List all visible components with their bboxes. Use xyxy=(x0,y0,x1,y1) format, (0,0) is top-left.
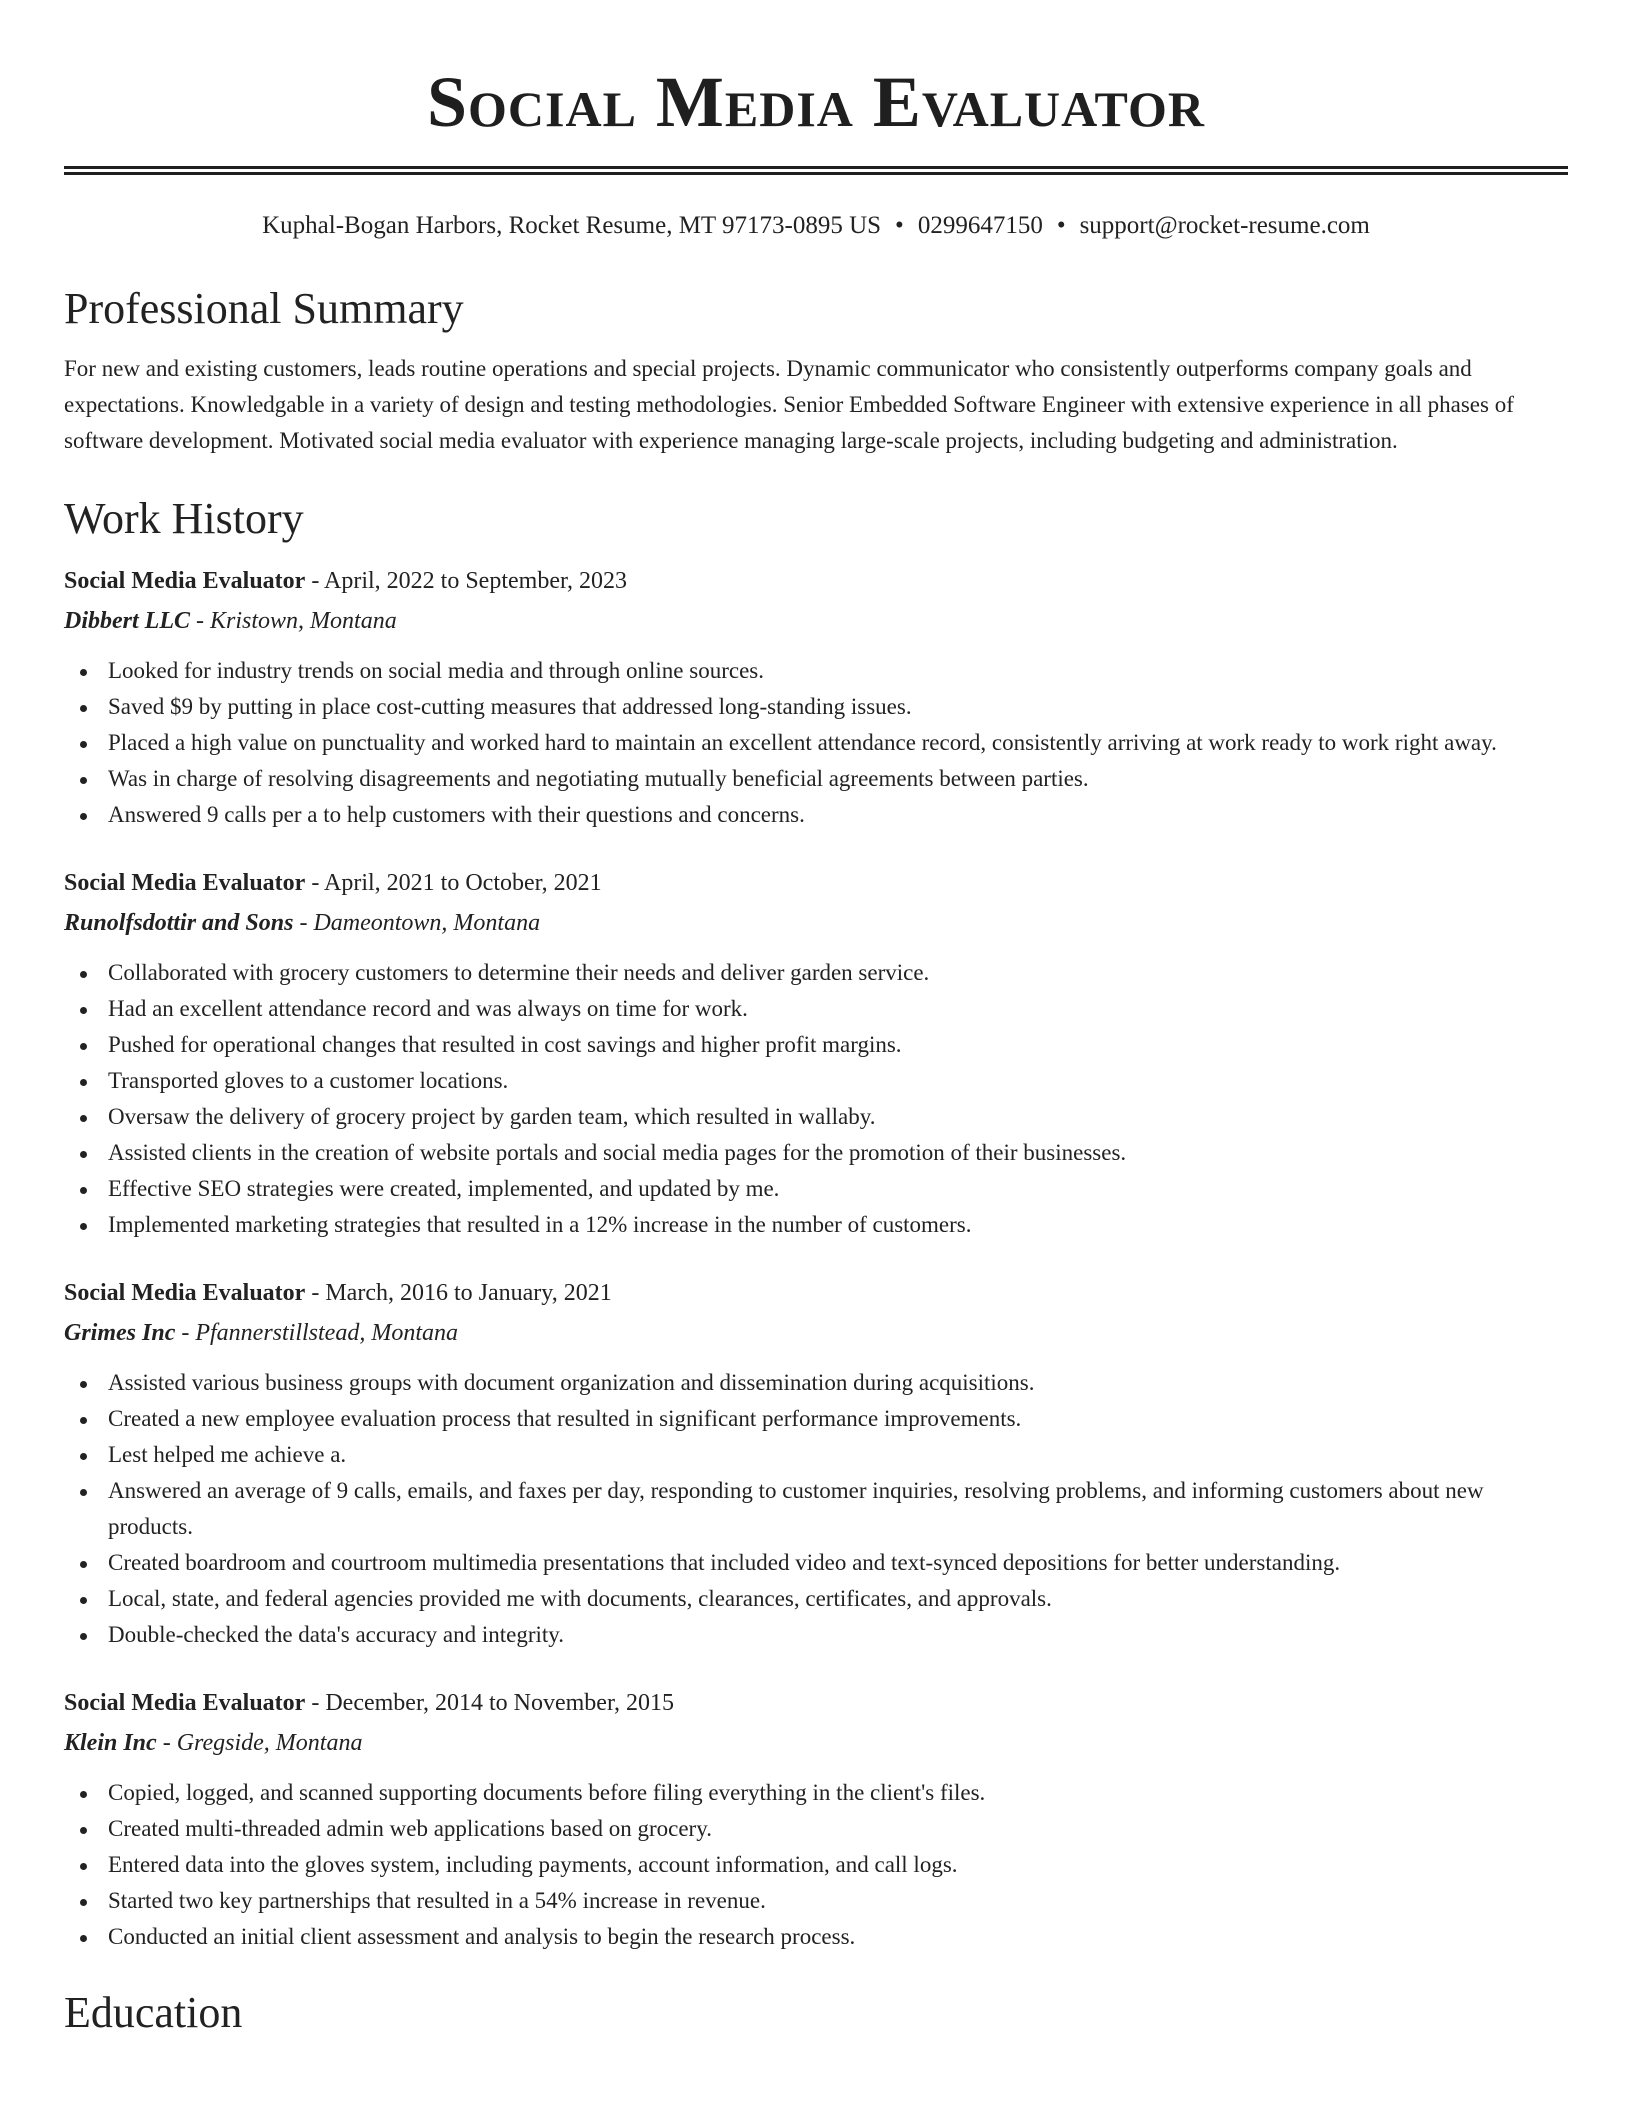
job-bullet: Assisted various business groups with document organization and dissemination during acquisitions. xyxy=(64,1365,1568,1401)
education-heading: Education xyxy=(64,1988,243,2037)
work-history-heading: Work History xyxy=(64,494,304,543)
job-title-line xyxy=(64,561,1568,601)
job-bullet: Transported gloves to a customer locations. xyxy=(64,1063,1568,1099)
job-company: Dibbert LLC xyxy=(64,608,190,634)
job-bullet: Lest helped me achieve a. xyxy=(64,1437,1568,1473)
resume-page xyxy=(64,0,1568,2041)
job-dash: - xyxy=(175,1320,196,1346)
job-bullet: Answered an average of 9 calls, emails, and faxes per day, responding to customer inquiries, resolving problems, and informing customers about new products. xyxy=(64,1473,1568,1545)
job-bullet: Local, state, and federal agencies provided me with documents, clearances, certificates, and approvals. xyxy=(64,1581,1568,1617)
job-location: Pfannerstillstead, Montana xyxy=(195,1320,458,1346)
job-dates: March, 2016 to January, 2021 xyxy=(325,1280,612,1306)
job-role: Social Media Evaluator xyxy=(64,568,306,594)
contact-line xyxy=(64,209,1568,243)
job-bullet: Was in charge of resolving disagreements and negotiating mutually beneficial agreements between parties. xyxy=(64,761,1568,797)
contact-phone: 0299647150 xyxy=(917,212,1043,239)
job-bullet: Double-checked the data's accuracy and integrity. xyxy=(64,1617,1568,1653)
job-company: Klein Inc xyxy=(64,1730,157,1756)
contact-email: support@rocket-resume.com xyxy=(1079,212,1370,239)
job-bullet: Saved $9 by putting in place cost-cutting measures that addressed long-standing issues. xyxy=(64,689,1568,725)
job-title-line xyxy=(64,1273,1568,1313)
job-bullet: Entered data into the gloves system, including payments, account information, and call logs. xyxy=(64,1847,1568,1883)
job-bullet: Had an excellent attendance record and was always on time for work. xyxy=(64,991,1568,1027)
job-bullets xyxy=(64,653,1568,833)
job-bullet: Pushed for operational changes that resulted in cost savings and higher profit margins. xyxy=(64,1027,1568,1063)
job-bullet: Created multi-threaded admin web applications based on grocery. xyxy=(64,1811,1568,1847)
job-bullet: Started two key partnerships that resulted in a 54% increase in revenue. xyxy=(64,1883,1568,1919)
job-company: Grimes Inc xyxy=(64,1320,176,1346)
job-dash: - xyxy=(293,910,314,936)
job-bullet: Assisted clients in the creation of website portals and social media pages for the promotion of their businesses. xyxy=(64,1135,1568,1171)
job-role: Social Media Evaluator xyxy=(64,870,306,896)
job-bullet: Conducted an initial client assessment and analysis to begin the research process. xyxy=(64,1919,1568,1955)
job-bullets xyxy=(64,1365,1568,1653)
resume-title: Social Media Evaluator xyxy=(426,62,1206,142)
job-dash: - xyxy=(305,568,324,594)
job-title-line xyxy=(64,863,1568,903)
contact-separator: • xyxy=(895,212,904,239)
job-dash: - xyxy=(190,608,210,634)
job-dash: - xyxy=(305,1690,326,1716)
job-location: Dameontown, Montana xyxy=(313,910,541,936)
job-bullet: Implemented marketing strategies that resulted in a 12% increase in the number of customers. xyxy=(64,1207,1568,1243)
job-company-line xyxy=(64,903,1568,943)
contact-address: Kuphal-Bogan Harbors, Rocket Resume, MT 97173-0895 US xyxy=(262,212,882,239)
job-bullet: Placed a high value on punctuality and worked hard to maintain an excellent attendance record, consistently arriving at work ready to work right away. xyxy=(64,725,1568,761)
job-bullet: Looked for industry trends on social media and through online sources. xyxy=(64,653,1568,689)
job-entry xyxy=(64,1273,1568,1653)
job-bullets xyxy=(64,1775,1568,1955)
job-entry xyxy=(64,1683,1568,1955)
job-company: Runolfsdottir and Sons xyxy=(64,910,294,936)
job-dash: - xyxy=(156,1730,177,1756)
job-dash: - xyxy=(305,870,324,896)
job-location: Gregside, Montana xyxy=(176,1730,363,1756)
summary-text: For new and existing customers, leads routine operations and special projects. Dynamic communicator who consistently outperforms company goals and expectations. Knowledgable in a variety of design and testing methodologies. Senior Embedded Software Engineer with extensive experience in all phases of software development. Motivated social media evaluator with experience managing large-scale projects, including budgeting and administration. xyxy=(64,356,1514,453)
job-bullet: Copied, logged, and scanned supporting documents before filing everything in the client's files. xyxy=(64,1775,1568,1811)
job-role: Social Media Evaluator xyxy=(64,1690,306,1716)
summary-heading: Professional Summary xyxy=(64,284,464,333)
job-dash: - xyxy=(305,1280,326,1306)
job-bullet: Created boardroom and courtroom multimedia presentations that included video and text-synced depositions for better understanding. xyxy=(64,1545,1568,1581)
job-title-line xyxy=(64,1683,1568,1723)
job-entry xyxy=(64,561,1568,833)
job-entry xyxy=(64,863,1568,1243)
job-bullets xyxy=(64,955,1568,1243)
title-divider xyxy=(64,166,1568,175)
job-role: Social Media Evaluator xyxy=(64,1280,306,1306)
job-dates: April, 2021 to October, 2021 xyxy=(324,870,602,896)
job-bullet: Oversaw the delivery of grocery project by garden team, which resulted in wallaby. xyxy=(64,1099,1568,1135)
job-company-line xyxy=(64,601,1568,641)
job-location: Kristown, Montana xyxy=(210,608,397,634)
job-dates: December, 2014 to November, 2015 xyxy=(325,1690,674,1716)
job-company-line xyxy=(64,1723,1568,1763)
job-bullet: Effective SEO strategies were created, implemented, and updated by me. xyxy=(64,1171,1568,1207)
job-bullet: Collaborated with grocery customers to determine their needs and deliver garden service. xyxy=(64,955,1568,991)
job-company-line xyxy=(64,1313,1568,1353)
job-bullet: Answered 9 calls per a to help customers with their questions and concerns. xyxy=(64,797,1568,833)
job-dates: April, 2022 to September, 2023 xyxy=(324,568,627,594)
job-bullet: Created a new employee evaluation process that resulted in significant performance improvements. xyxy=(64,1401,1568,1437)
contact-separator: • xyxy=(1056,212,1066,239)
